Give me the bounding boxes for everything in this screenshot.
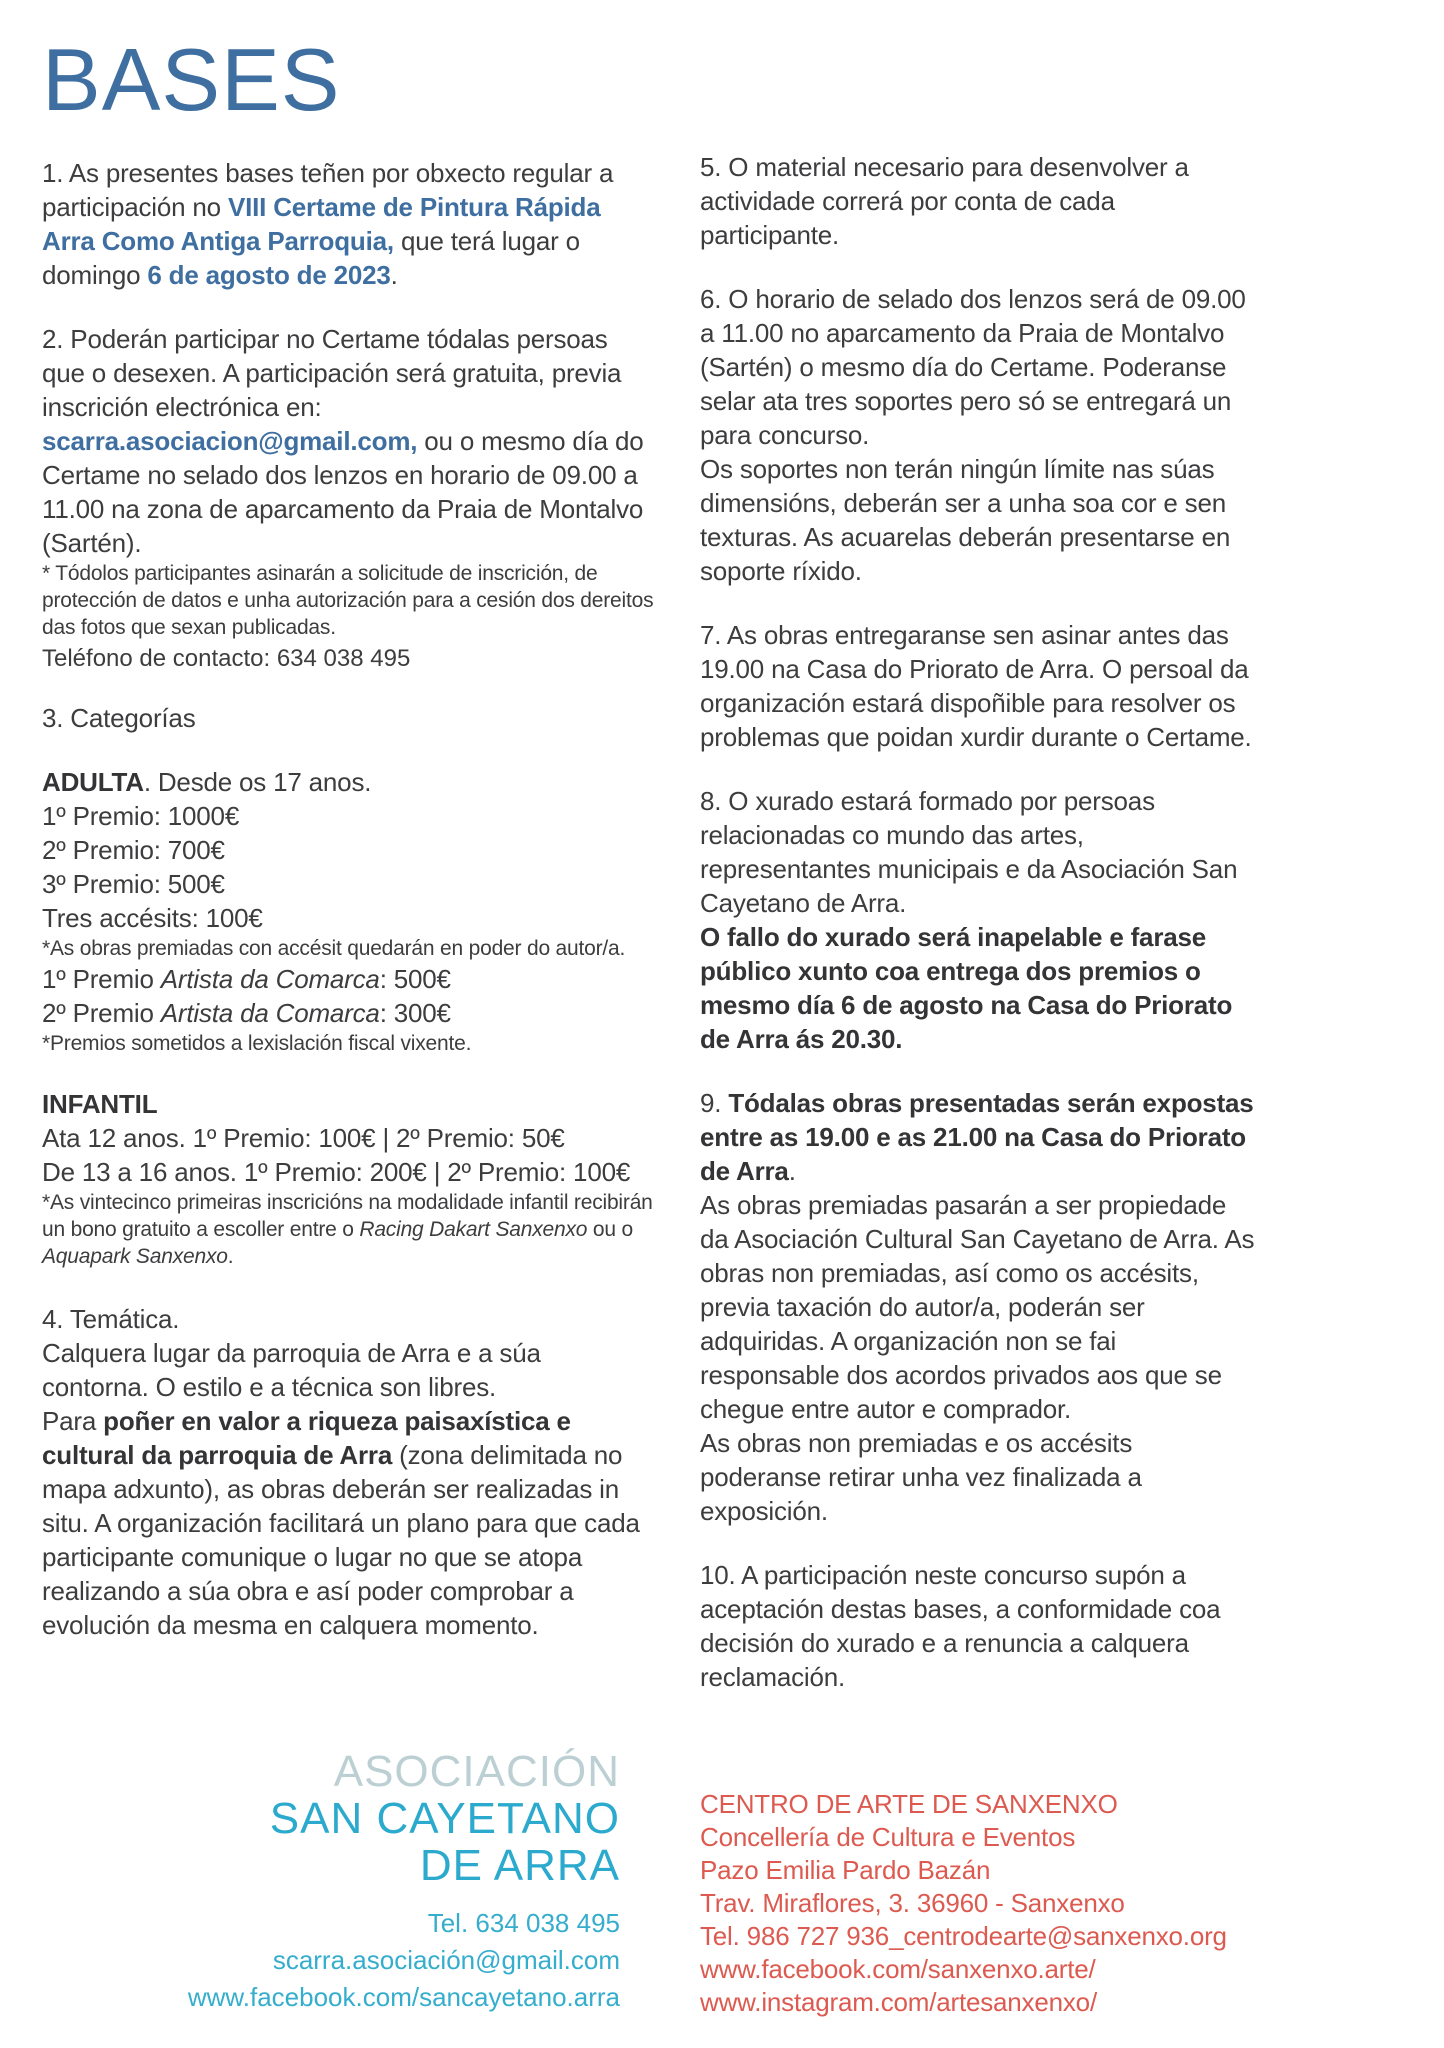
centro-arte-facebook-link[interactable]: www.facebook.com/sanxenxo.arte/ [700, 1954, 1096, 1984]
contest-date: 6 de agosto de 2023 [147, 260, 391, 290]
note-infantil-bonus [42, 1189, 654, 1270]
note-fiscal: *Premios sometidos a lexislación fiscal vixente. [42, 1032, 472, 1055]
clause-7: 7. As obras entregaranse sen asinar antes das 19.00 na Casa do Priorato de Arra. O persoal da organización estará dispoñible para resolver os problemas que poidan xurdir durante o Certame. [700, 620, 1252, 752]
clause-1 [42, 156, 654, 292]
centro-arte-line: Pazo Emilia Pardo Bazán [700, 1855, 991, 1885]
heading-categories: 3. Categorías [42, 703, 196, 733]
tematica-text-2 [42, 1404, 654, 1642]
prize-line: 1º Premio: 1000€ [42, 801, 240, 831]
centro-arte-tel-email-link[interactable]: Tel. 986 727 936_centrodearte@sanxenxo.org [700, 1921, 1227, 1951]
association-contact [42, 1905, 620, 2016]
note-bonus-text-a: *As vintecinco primeiras inscricións na modalidade infantil recibirán un bono gratuito a escoller entre o [42, 1191, 653, 1241]
prize-line: Tres accésits: 100€ [42, 903, 263, 933]
association-logo [42, 1748, 620, 2016]
tematica-text-1: Calquera lugar da parroquia de Arra e a súa contorna. O estilo e a técnica son libres. [42, 1338, 541, 1402]
page-title: BASES [42, 30, 341, 129]
association-tel: Tel. 634 038 495 [427, 1908, 620, 1938]
centro-de-arte-block [700, 1788, 1260, 2019]
clause-1-text-a: 1. As presentes bases teñen por obxecto regular a participación no [42, 158, 614, 222]
centro-arte-line: Trav. Miraflores, 3. 36960 - Sanxenxo [700, 1888, 1125, 1918]
category-adulta-label: ADULTA [42, 767, 144, 797]
note-bonus-text-b: ou o [587, 1218, 633, 1241]
clause-8-part-1: 8. O xurado estará formado por persoas relacionadas co mundo das artes, representantes municipais e da Asociación San Cayetano de Arra. [700, 786, 1238, 918]
tematica-text-2-b: (zona delimitada no mapa adxunto), as obras deberán ser realizadas in situ. A organización facilitará un plano para que cada participante comunique o lugar no que se atopa realizando a súa obra e así poder comprobar a evolución da mesma en calquera momento. [42, 1440, 640, 1640]
note-bonus-text-c: . [227, 1245, 234, 1268]
centro-arte-line: Concellería de Cultura e Eventos [700, 1822, 1076, 1852]
prize-comarca-1-amount: : 500€ [379, 964, 451, 994]
category-adulta-block [42, 765, 654, 1057]
clause-2-text-a: 2. Poderán participar no Certame tódalas persoas que o desexen. A participación será gratuita, previa inscrición electrónica en: [42, 324, 622, 422]
category-infantil-block [42, 1087, 654, 1270]
clause-2 [42, 322, 654, 560]
registration-email-link[interactable]: scarra.asociacion@gmail.com, [42, 426, 418, 456]
clause-9-exhibition [700, 1086, 1260, 1188]
clause-2-text-b: ou o mesmo día do Certame no selado dos lenzos en horario de 09.00 a 11.00 na zona de aparcamento da Praia de Montalvo (Sartén). [42, 426, 644, 558]
association-facebook-link[interactable]: www.facebook.com/sancayetano.arra [187, 1982, 620, 2012]
prize-line: 2º Premio: 700€ [42, 835, 225, 865]
clause-9-end: . [788, 1156, 796, 1186]
logo-asociacion-line: ASOCIACIÓN [333, 1747, 620, 1796]
prize-comarca-2-amount: : 300€ [379, 998, 451, 1028]
prize-comarca-1 [42, 962, 654, 996]
contest-name: VIII Certame de Pintura Rápida Arra Como Antiga Parroquia, [42, 192, 601, 256]
left-column [42, 30, 654, 1642]
association-email-link[interactable]: scarra.asociación@gmail.com [272, 1945, 620, 1975]
right-column [700, 150, 1260, 1724]
clause-6-part-2: Os soportes non terán ningún límite nas súas dimensións, deberán ser a unha soa cor e sen texturas. As acuarelas deberán presentarse en soporte ríxido. [700, 454, 1231, 586]
tematica-text-2-a: Para [42, 1406, 104, 1436]
infantil-prizes-13-16: De 13 a 16 anos. 1º Premio: 200€ | 2º Premio: 100€ [42, 1157, 631, 1187]
note-inscription: * Tódolos participantes asinarán a solicitude de inscrición, de protección de datos e unha autorización para a cesión dos dereitos das fotos que sexan publicadas. [42, 562, 654, 639]
clause-1-text-b: que terá lugar o domingo [42, 226, 580, 290]
clause-8-jury-ruling: O fallo do xurado será inapelable e farase público xunto coa entrega dos premios o mesmo día 6 de agosto na Casa do Priorato de Arra ás 20.30. [700, 922, 1233, 1054]
prize-comarca-2-pre: 2º Premio [42, 998, 161, 1028]
prize-comarca-2-name: Artista da Comarca [160, 998, 380, 1028]
clause-5: 5. O material necesario para desenvolver a actividade correrá por conta de cada participante. [700, 152, 1189, 250]
note-accesit: *As obras premiadas con accésit quedarán en poder do autor/a. [42, 937, 626, 960]
category-adulta [42, 765, 654, 799]
clause-9-part-3: As obras non premiadas e os accésits poderanse retirar unha vez finalizada a exposición. [700, 1428, 1142, 1526]
tematica-emphasis: poñer en valor a riqueza paisaxística e cultural da parroquia de Arra [42, 1406, 571, 1470]
prize-line: 3º Premio: 500€ [42, 869, 225, 899]
bonus-racing-name: Racing Dakart Sanxenxo [359, 1218, 588, 1241]
prize-comarca-1-name: Artista da Comarca [160, 964, 380, 994]
clause-9-number: 9. [700, 1088, 729, 1118]
prize-comarca-1-pre: 1º Premio [42, 964, 161, 994]
prize-comarca-2 [42, 996, 654, 1030]
centro-arte-title: CENTRO DE ARTE DE SANXENXO [700, 1789, 1118, 1819]
infantil-prizes-under12: Ata 12 anos. 1º Premio: 100€ | 2º Premio: 50€ [42, 1123, 565, 1153]
centro-arte-instagram-link[interactable]: www.instagram.com/artesanxenxo/ [700, 1987, 1097, 2017]
logo-de-arra-line: DE ARRA [419, 1841, 620, 1890]
clause-9-emphasis: Tódalas obras presentadas serán expostas entre as 19.00 e as 21.00 na Casa do Priorato de Arra [700, 1088, 1254, 1186]
logo-san-cayetano-line: SAN CAYETANO [269, 1794, 620, 1843]
bonus-aquapark-name: Aquapark Sanxenxo [42, 1245, 228, 1268]
heading-tematica: 4. Temática. [42, 1304, 180, 1334]
category-infantil-label: INFANTIL [42, 1089, 158, 1119]
clause-9-part-2: As obras premiadas pasarán a ser propiedade da Asociación Cultural San Cayetano de Arra. As obras non premiadas, así como os accésits, previa taxación do autor/a, poderán ser adquiridas. A organización non se fai responsable dos acordos privados aos que se chegue entre autor e comprador. [700, 1190, 1255, 1424]
clause-10: 10. A participación neste concurso supón a aceptación destas bases, a conformidade coa decisión do xurado e a renuncia a calquera reclamación. [700, 1560, 1221, 1692]
clause-1-text-c: . [390, 260, 398, 290]
clause-6-part-1: 6. O horario de selado dos lenzos será de 09.00 a 11.00 no aparcamento da Praia de Montalvo (Sartén) o mesmo día do Certame. Poderanse selar ata tres soportes pero só se entregará un para concurso. [700, 284, 1246, 450]
contact-phone: Teléfono de contacto: 634 038 495 [42, 645, 411, 672]
category-adulta-rest: . Desde os 17 anos. [143, 767, 372, 797]
